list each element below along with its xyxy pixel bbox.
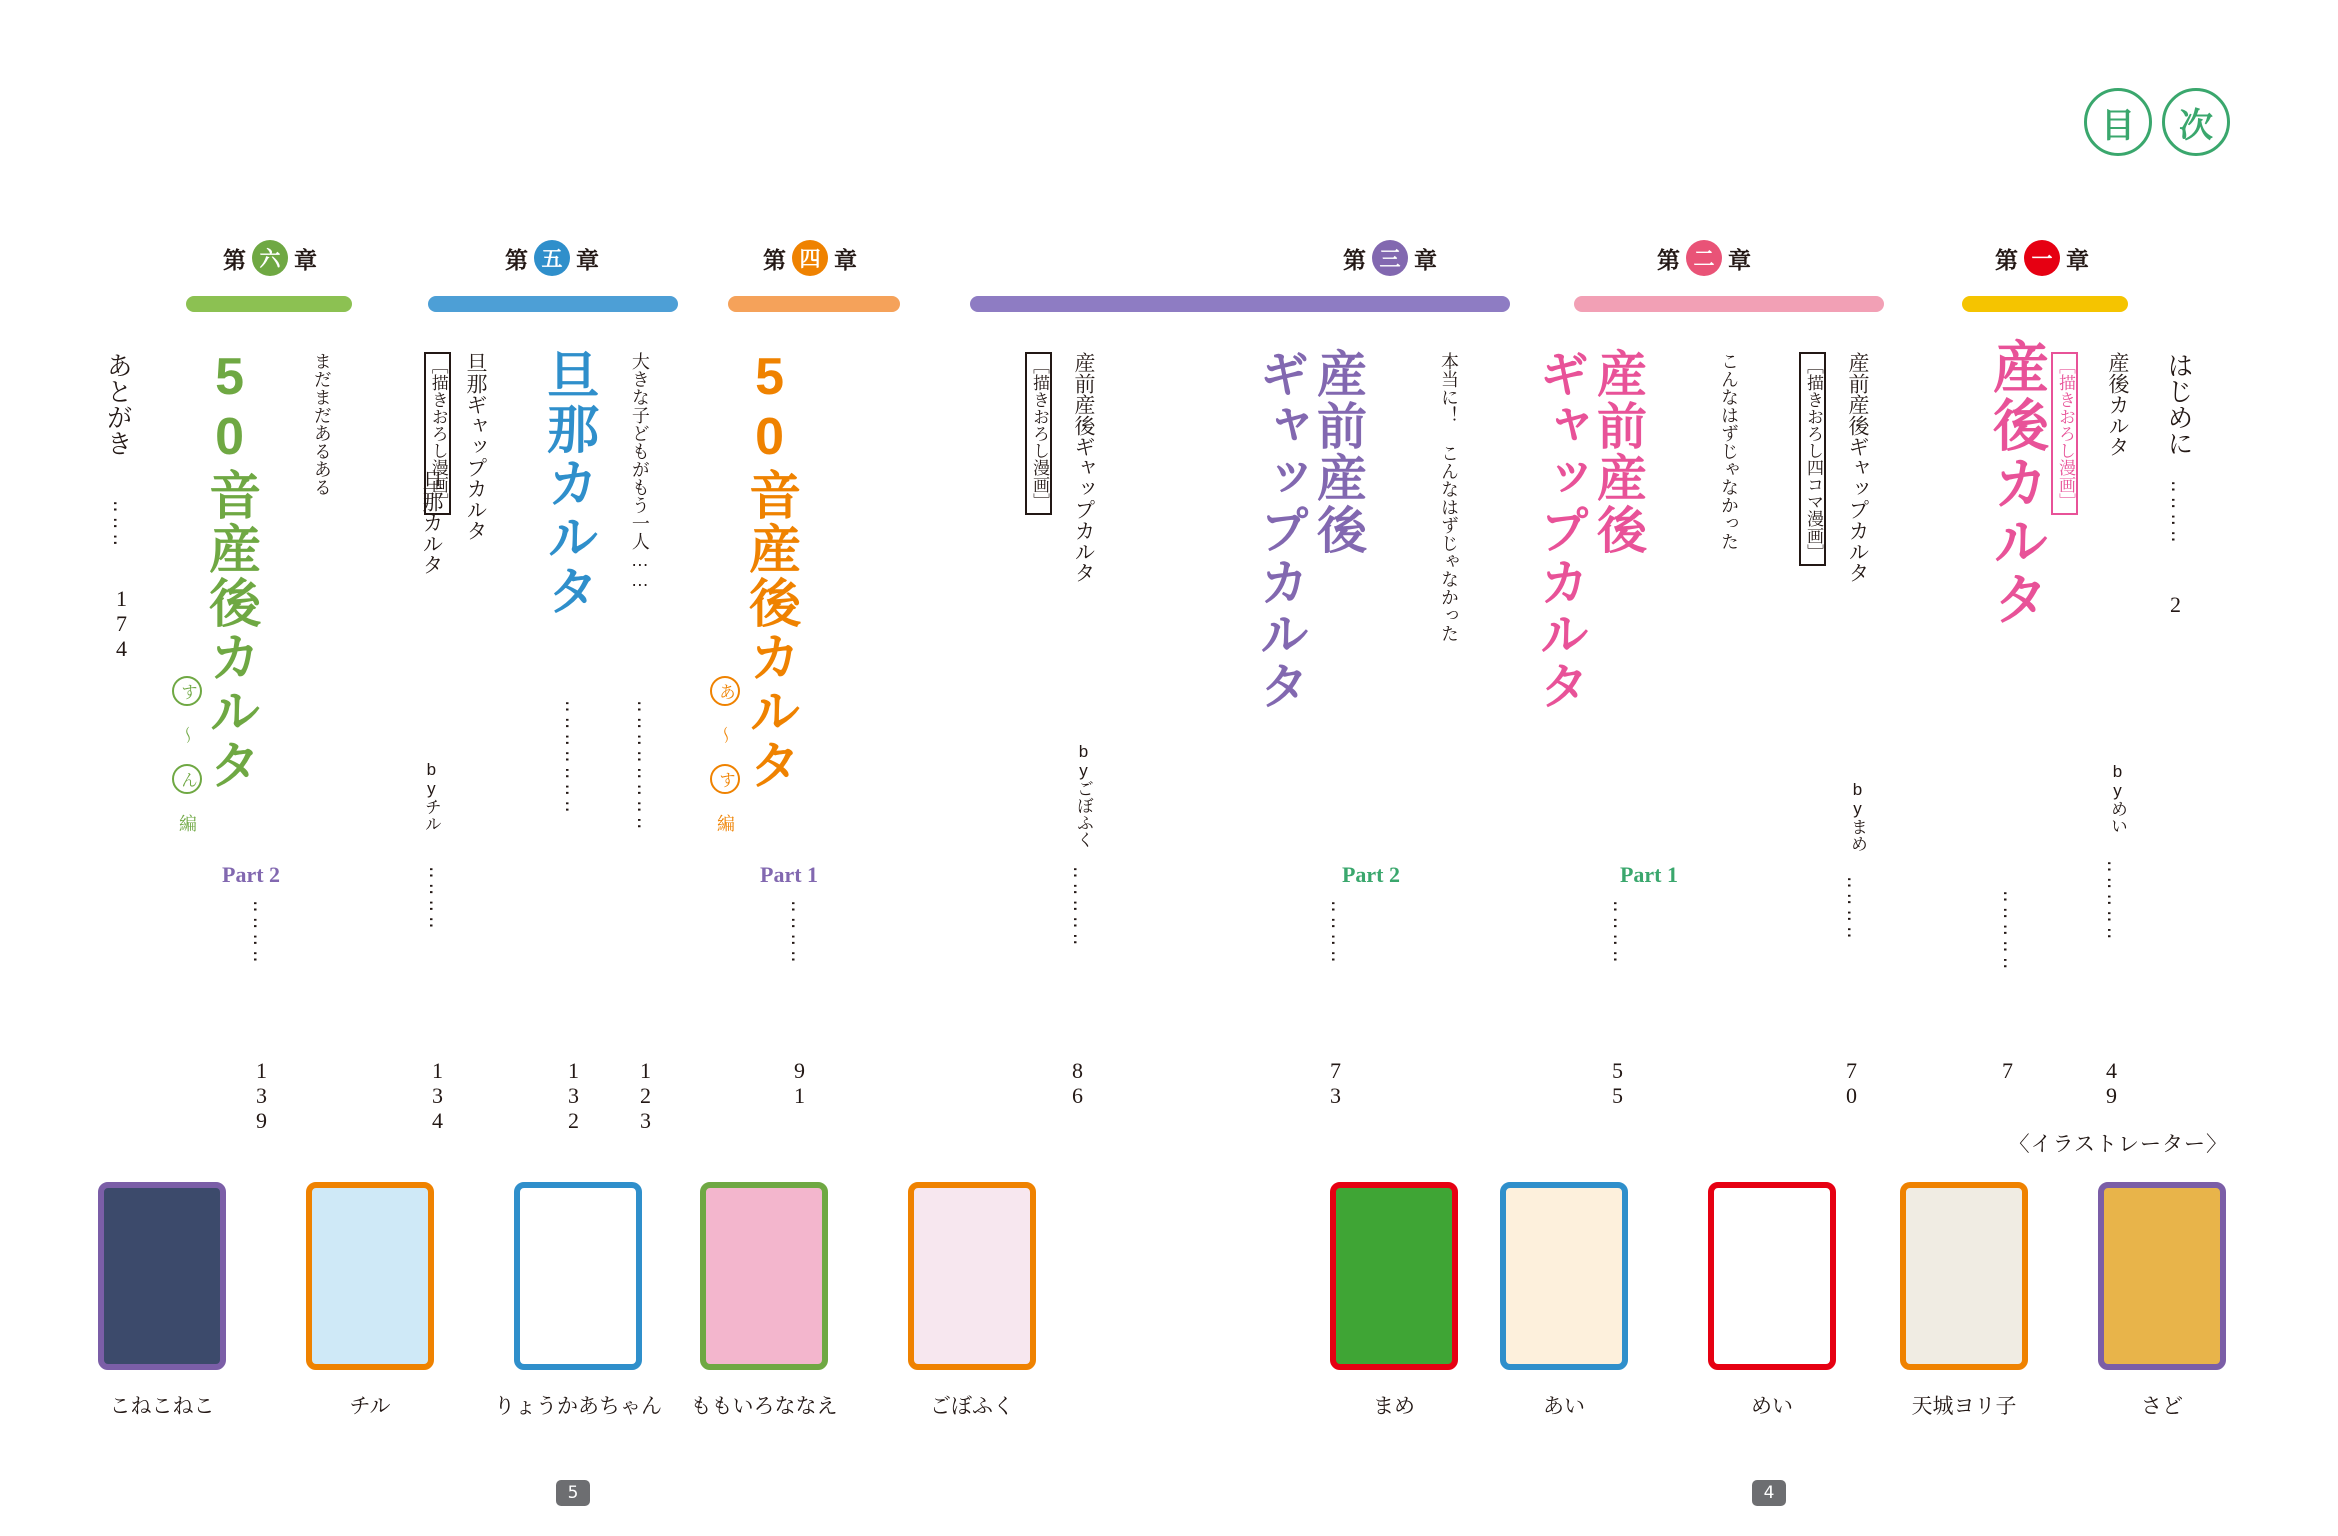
chapter-4-hen [710,676,740,832]
chapter-2-post: 章 [1728,246,1751,273]
illustrator-card [1500,1182,1628,1370]
chapter-2-part: Part 1 [1619,862,1678,887]
chapter-2-sub: 産前産後ギャップカルタ [1846,352,1869,583]
chapter-5-pre: 第 [505,246,528,273]
chapter-1-dots: ‥‥‥‥‥ [1999,890,2020,974]
illustrator-card [514,1182,642,1370]
chapter-4-post: 章 [834,246,857,273]
index-badge-char-1: 目 [2084,88,2152,156]
illustrator-name: ももいろななえ [690,1395,838,1418]
chapter-4-lead: 大きな子どもがもう一人…… [629,352,650,590]
chapter-2-lead: こんなはずじゃなかった [1719,352,1739,550]
chapter-3-tag: ［描きおろし漫画］ [1025,352,1052,515]
illustrator-card [306,1182,434,1370]
chapter-3-post: 章 [1414,246,1437,273]
folio-right: 4 [1752,1480,1786,1506]
index-badge [2084,88,2230,156]
chapter-3-bar [970,296,1510,312]
chapter-6-page: 139 [249,1058,274,1133]
chapter-6-hen-tilde: 〜 [177,726,197,744]
chapter-2-sub-dots: ‥‥‥‥ [1843,876,1864,943]
chapter-3-sub-dots: ‥‥‥‥‥ [1069,866,1090,950]
chapter-3-sub-page: 86 [1065,1058,1090,1108]
chapter-6-lead: まだまだあるある [311,352,332,496]
chapter-5-bar [428,296,678,312]
front-matter-page: 2 [2163,592,2188,617]
chapter-4-hen-start: あ [710,676,740,706]
chapter-4-lead-page: 123 [633,1058,658,1133]
chapter-2-title: 産前産後 ギャップカルタ [1532,348,1646,712]
illustrator-card [98,1182,226,1370]
chapter-3-number: 三 [1372,240,1408,276]
chapter-6-number: 六 [252,240,288,276]
chapter-5-post: 章 [576,246,599,273]
chapter-4-pre: 第 [763,246,786,273]
chapter-5-by: byチル [421,760,441,832]
chapter-2-heading [1657,240,1751,276]
index-badge-char-2: 次 [2162,88,2230,156]
front-matter-dots: ‥‥‥‥ [2167,480,2188,547]
chapter-1-by: byめい [2108,762,2127,834]
chapter-3-sub: 産前産後ギャップカルタ [1072,352,1095,583]
chapter-4-bar [728,296,900,312]
chapter-1-sub-page: 49 [2099,1058,2124,1108]
illustrator-name: 天城ヨリ子 [1911,1395,2017,1418]
chapter-6-hen-label: 編 [177,814,197,832]
chapter-1-sub: 産後カルタ [2106,352,2129,457]
illustrator-name: ごぼふく [930,1395,1014,1418]
chapter-4-lead-dots: ‥‥‥‥‥‥‥‥ [633,700,654,834]
folio-left: 5 [556,1480,590,1506]
chapter-5-title: 旦那カルタ [538,348,597,618]
chapter-3-heading [1343,240,1437,276]
chapter-6-hen-start: す [172,676,202,706]
chapter-3-dots: ‥‥‥‥ [1327,900,1348,967]
chapter-5-heading [505,240,599,276]
chapter-5-tag: ［描きおろし漫画］ [424,352,451,515]
chapter-1-sub-dots: ‥‥‥‥‥ [2103,860,2124,944]
illustrator-name: あい [1543,1395,1585,1418]
illustrators-heading: 〈イラストレーター〉 [2008,1133,2228,1156]
chapter-3-title: 産前産後 ギャップカルタ [1252,348,1366,712]
chapter-1-page: 7 [1995,1058,2020,1083]
back-matter-label: あとがき [103,352,134,456]
chapter-3-page: 73 [1323,1058,1348,1108]
chapter-1-pre: 第 [1995,246,2018,273]
chapter-5-sub-dots: ‥‥‥‥ [425,866,446,933]
chapter-2-number: 二 [1686,240,1722,276]
chapter-5-sub2: 旦那カルタ [420,470,444,575]
chapter-4-hen-label: 編 [715,814,735,832]
chapter-2-by: byまめ [1848,780,1867,852]
chapter-6-post: 章 [294,246,317,273]
chapter-6-hen [172,676,202,832]
chapter-1-bar [1962,296,2128,312]
chapter-5-sub: 旦那ギャップカルタ [464,352,488,541]
chapter-4-dots: ‥‥‥‥ [787,900,808,967]
chapter-4-number: 四 [792,240,828,276]
chapter-1-tag: ［描きおろし漫画］ [2051,352,2078,515]
chapter-2-pre: 第 [1657,246,1680,273]
chapter-1-number: 一 [2024,240,2060,276]
chapter-3-pre: 第 [1343,246,1366,273]
back-matter-dots: ‥‥‥ [109,500,130,551]
illustrator-card [1900,1182,2028,1370]
illustrator-name: こねこねこ [109,1395,215,1418]
chapter-6-heading [223,240,317,276]
chapter-6-bar [186,296,352,312]
chapter-4-title: 50音産後カルタ [740,348,799,792]
chapter-5-page: 132 [561,1058,586,1133]
chapter-3-part: Part 2 [1341,862,1400,887]
chapter-4-hen-end: す [710,764,740,794]
chapter-5-number: 五 [534,240,570,276]
chapter-2-sub-page: 70 [1839,1058,1864,1108]
chapter-4-part: Part 1 [760,862,819,887]
chapter-2-dots: ‥‥‥‥ [1609,900,1630,967]
chapter-4-hen-tilde: 〜 [715,726,735,744]
chapter-6-part: Part 2 [222,862,281,887]
illustrator-card [1708,1182,1836,1370]
chapter-3-lead: 本当に！ こんなはずじゃなかった [1439,352,1459,642]
illustrator-name: チル [349,1395,391,1418]
chapter-4-heading [763,240,857,276]
illustrator-card [2098,1182,2226,1370]
illustrator-name: りょうかあちゃん [494,1395,662,1418]
chapter-4-page: 91 [787,1058,812,1108]
chapter-6-dots: ‥‥‥‥ [249,900,270,967]
chapter-1-post: 章 [2066,246,2089,273]
chapter-2-page: 55 [1605,1058,1630,1108]
back-matter-page: 174 [109,586,134,661]
chapter-6-title: 50音産後カルタ [200,348,259,792]
front-matter-label: はじめに [2164,352,2194,456]
illustrator-card [700,1182,828,1370]
chapter-5-sub-page: 134 [425,1058,450,1133]
chapter-2-bar [1574,296,1884,312]
illustrator-name: まめ [1373,1395,1415,1418]
illustrator-name: さど [2141,1395,2183,1418]
chapter-5-dots: ‥‥‥‥‥‥‥ [561,700,582,817]
chapter-6-hen-end: ん [172,764,202,794]
chapter-6-pre: 第 [223,246,246,273]
chapter-1-title: 産後カルタ [1986,338,2049,628]
chapter-1-heading [1995,240,2089,276]
chapter-2-tag: ［描きおろし四コマ漫画］ [1799,352,1826,566]
illustrator-card [908,1182,1036,1370]
chapter-3-by: byごぼふく [1074,742,1093,848]
illustrator-card [1330,1182,1458,1370]
illustrator-name: めい [1751,1395,1793,1418]
